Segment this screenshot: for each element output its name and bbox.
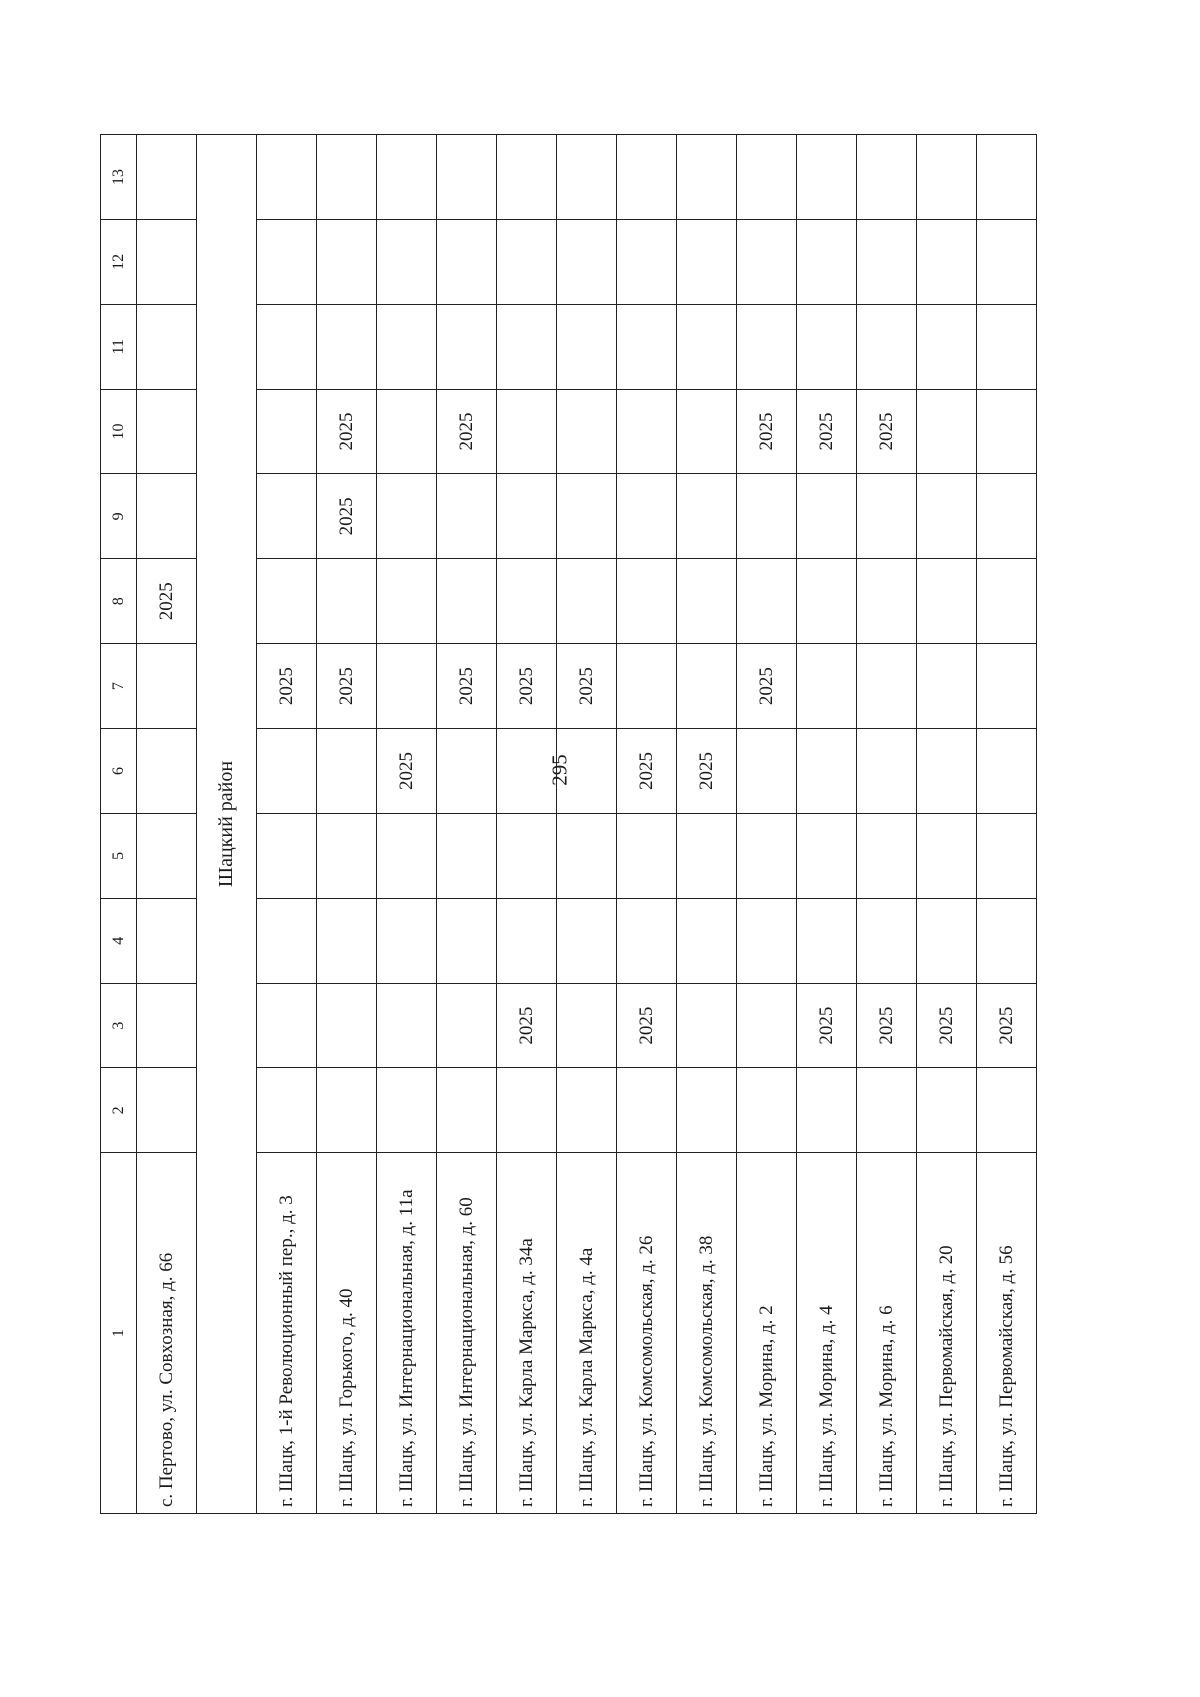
year-cell (977, 135, 1037, 220)
year-cell (677, 304, 737, 389)
year-cell (377, 474, 437, 559)
year-cell (617, 219, 677, 304)
year-cell (317, 898, 377, 983)
year-cell (737, 135, 797, 220)
year-cell (377, 304, 437, 389)
address-cell: г. Шацк, ул. Первомайская, д. 20 (917, 1153, 977, 1514)
year-cell (917, 898, 977, 983)
year-cell (917, 135, 977, 220)
table-row (257, 135, 317, 1514)
year-cell (617, 135, 677, 220)
schedule-table (100, 134, 1037, 1514)
year-cell (677, 474, 737, 559)
year-cell (557, 474, 617, 559)
year-cell (317, 983, 377, 1068)
table-row (617, 135, 677, 1514)
year-cell (917, 813, 977, 898)
address-cell: г. Шацк, ул. Комсомольская, д. 26 (617, 1153, 677, 1514)
year-cell (437, 729, 497, 814)
year-cell (977, 644, 1037, 729)
year-cell: 2025 (497, 644, 557, 729)
year-cell (437, 813, 497, 898)
year-cell (257, 474, 317, 559)
year-cell (857, 729, 917, 814)
year-cell: 2025 (257, 644, 317, 729)
year-cell (137, 813, 197, 898)
year-cell: 2025 (437, 644, 497, 729)
column-header: 1 (101, 1153, 137, 1514)
year-cell (797, 304, 857, 389)
year-cell (497, 898, 557, 983)
column-header: 13 (101, 135, 137, 220)
address-cell: г. Шацк, 1-й Революционный пер., д. 3 (257, 1153, 317, 1514)
table-row (317, 135, 377, 1514)
year-cell (137, 219, 197, 304)
column-header: 8 (101, 559, 137, 644)
year-cell (677, 219, 737, 304)
year-cell (497, 729, 557, 814)
section-row (197, 135, 257, 1514)
year-cell: 2025 (797, 983, 857, 1068)
year-cell (617, 1068, 677, 1153)
year-cell (617, 389, 677, 474)
year-cell: 2025 (377, 729, 437, 814)
year-cell (977, 474, 1037, 559)
year-cell (137, 304, 197, 389)
table-row (497, 135, 557, 1514)
year-cell (257, 219, 317, 304)
year-cell (677, 983, 737, 1068)
year-cell (797, 813, 857, 898)
year-cell (737, 983, 797, 1068)
year-cell (917, 474, 977, 559)
year-cell (677, 559, 737, 644)
year-cell (617, 813, 677, 898)
address-cell: г. Шацк, ул. Карла Маркса, д. 34а (497, 1153, 557, 1514)
year-cell (857, 559, 917, 644)
year-cell (737, 1068, 797, 1153)
table-row (917, 135, 977, 1514)
year-cell (437, 898, 497, 983)
year-cell (137, 474, 197, 559)
column-header: 12 (101, 219, 137, 304)
year-cell (917, 729, 977, 814)
year-cell (557, 898, 617, 983)
year-cell (257, 898, 317, 983)
table-body (101, 135, 1037, 1514)
address-cell: с. Пертово, ул. Совхозная, д. 66 (137, 1153, 197, 1514)
year-cell (857, 644, 917, 729)
year-cell: 2025 (317, 389, 377, 474)
year-cell (917, 559, 977, 644)
year-cell (857, 219, 917, 304)
year-cell (137, 135, 197, 220)
year-cell (497, 813, 557, 898)
table-row (797, 135, 857, 1514)
table-row (677, 135, 737, 1514)
year-cell (497, 389, 557, 474)
year-cell (917, 304, 977, 389)
year-cell (557, 813, 617, 898)
table-row (857, 135, 917, 1514)
year-cell (617, 559, 677, 644)
year-cell (857, 1068, 917, 1153)
year-cell: 2025 (317, 644, 377, 729)
year-cell (857, 813, 917, 898)
year-cell (497, 219, 557, 304)
year-cell (437, 559, 497, 644)
address-cell: г. Шацк, ул. Морина, д. 2 (737, 1153, 797, 1514)
year-cell (677, 1068, 737, 1153)
address-cell: г. Шацк, ул. Интернациональная, д. 60 (437, 1153, 497, 1514)
year-cell (497, 1068, 557, 1153)
year-cell (137, 644, 197, 729)
year-cell (257, 983, 317, 1068)
year-cell: 2025 (137, 559, 197, 644)
year-cell (497, 135, 557, 220)
year-cell (317, 559, 377, 644)
year-cell: 2025 (677, 729, 737, 814)
year-cell: 2025 (977, 983, 1037, 1068)
year-cell (797, 135, 857, 220)
year-cell (617, 644, 677, 729)
year-cell (557, 1068, 617, 1153)
year-cell (677, 644, 737, 729)
table-row (437, 135, 497, 1514)
header-row (101, 135, 137, 1514)
address-cell: г. Шацк, ул. Первомайская, д. 56 (977, 1153, 1037, 1514)
year-cell (677, 813, 737, 898)
year-cell (797, 474, 857, 559)
year-cell (977, 1068, 1037, 1153)
year-cell (257, 729, 317, 814)
year-cell: 2025 (617, 729, 677, 814)
year-cell (377, 1068, 437, 1153)
address-cell: г. Шацк, ул. Интернациональная, д. 11а (377, 1153, 437, 1514)
address-cell: г. Шацк, ул. Карла Маркса, д. 4а (557, 1153, 617, 1514)
table-row (377, 135, 437, 1514)
year-cell (257, 135, 317, 220)
year-cell (137, 983, 197, 1068)
year-cell (317, 813, 377, 898)
table-row (557, 135, 617, 1514)
year-cell (437, 219, 497, 304)
year-cell: 2025 (797, 389, 857, 474)
year-cell: 2025 (737, 644, 797, 729)
year-cell (557, 559, 617, 644)
address-cell: г. Шацк, ул. Горького, д. 40 (317, 1153, 377, 1514)
year-cell (257, 389, 317, 474)
year-cell (737, 304, 797, 389)
year-cell (497, 304, 557, 389)
year-cell (437, 135, 497, 220)
year-cell (977, 219, 1037, 304)
year-cell (737, 219, 797, 304)
column-header: 2 (101, 1068, 137, 1153)
year-cell (377, 983, 437, 1068)
year-cell (557, 389, 617, 474)
year-cell (137, 389, 197, 474)
rotated-sheet (100, 134, 1076, 1514)
year-cell (857, 898, 917, 983)
year-cell (737, 729, 797, 814)
year-cell (677, 135, 737, 220)
year-cell (917, 389, 977, 474)
column-header: 6 (101, 729, 137, 814)
year-cell (917, 1068, 977, 1153)
year-cell: 2025 (857, 389, 917, 474)
column-header: 5 (101, 813, 137, 898)
year-cell (557, 304, 617, 389)
year-cell (977, 559, 1037, 644)
year-cell (317, 1068, 377, 1153)
year-cell: 2025 (437, 389, 497, 474)
table-row (737, 135, 797, 1514)
year-cell (257, 1068, 317, 1153)
year-cell (377, 219, 437, 304)
year-cell (557, 729, 617, 814)
year-cell (257, 559, 317, 644)
year-cell (617, 474, 677, 559)
year-cell (797, 644, 857, 729)
year-cell (617, 898, 677, 983)
year-cell (257, 304, 317, 389)
year-cell (677, 898, 737, 983)
year-cell (797, 898, 857, 983)
year-cell (137, 898, 197, 983)
column-header: 7 (101, 644, 137, 729)
year-cell (137, 1068, 197, 1153)
page-number: 295 (547, 754, 572, 786)
year-cell (977, 813, 1037, 898)
year-cell (737, 559, 797, 644)
year-cell (317, 304, 377, 389)
year-cell (377, 898, 437, 983)
year-cell (377, 813, 437, 898)
year-cell (737, 474, 797, 559)
year-cell (677, 389, 737, 474)
section-title: Шацкий район (197, 135, 257, 1514)
year-cell (437, 983, 497, 1068)
year-cell (797, 729, 857, 814)
year-cell (497, 474, 557, 559)
year-cell (797, 219, 857, 304)
table-row (977, 135, 1037, 1514)
year-cell (557, 983, 617, 1068)
year-cell (797, 559, 857, 644)
year-cell (317, 135, 377, 220)
year-cell (377, 559, 437, 644)
table-row (137, 135, 197, 1514)
year-cell: 2025 (317, 474, 377, 559)
year-cell (737, 898, 797, 983)
year-cell (797, 1068, 857, 1153)
year-cell (857, 304, 917, 389)
year-cell: 2025 (557, 644, 617, 729)
year-cell: 2025 (917, 983, 977, 1068)
year-cell (857, 474, 917, 559)
year-cell (137, 729, 197, 814)
year-cell (917, 644, 977, 729)
year-cell (977, 729, 1037, 814)
year-cell: 2025 (497, 983, 557, 1068)
column-header: 11 (101, 304, 137, 389)
year-cell (257, 813, 317, 898)
year-cell (557, 135, 617, 220)
year-cell (377, 644, 437, 729)
year-cell (497, 559, 557, 644)
year-cell (737, 813, 797, 898)
year-cell (437, 1068, 497, 1153)
year-cell (977, 304, 1037, 389)
year-cell (317, 729, 377, 814)
column-header: 4 (101, 898, 137, 983)
year-cell (617, 304, 677, 389)
year-cell: 2025 (737, 389, 797, 474)
address-cell: г. Шацк, ул. Морина, д. 6 (857, 1153, 917, 1514)
year-cell (977, 898, 1037, 983)
year-cell (437, 474, 497, 559)
year-cell: 2025 (617, 983, 677, 1068)
year-cell (977, 389, 1037, 474)
year-cell (857, 135, 917, 220)
year-cell (377, 389, 437, 474)
column-header: 9 (101, 474, 137, 559)
year-cell (377, 135, 437, 220)
address-cell: г. Шацк, ул. Комсомольская, д. 38 (677, 1153, 737, 1514)
column-header: 3 (101, 983, 137, 1068)
year-cell (557, 219, 617, 304)
year-cell (917, 219, 977, 304)
year-cell (437, 304, 497, 389)
year-cell: 2025 (857, 983, 917, 1068)
column-header: 10 (101, 389, 137, 474)
year-cell (317, 219, 377, 304)
address-cell: г. Шацк, ул. Морина, д. 4 (797, 1153, 857, 1514)
